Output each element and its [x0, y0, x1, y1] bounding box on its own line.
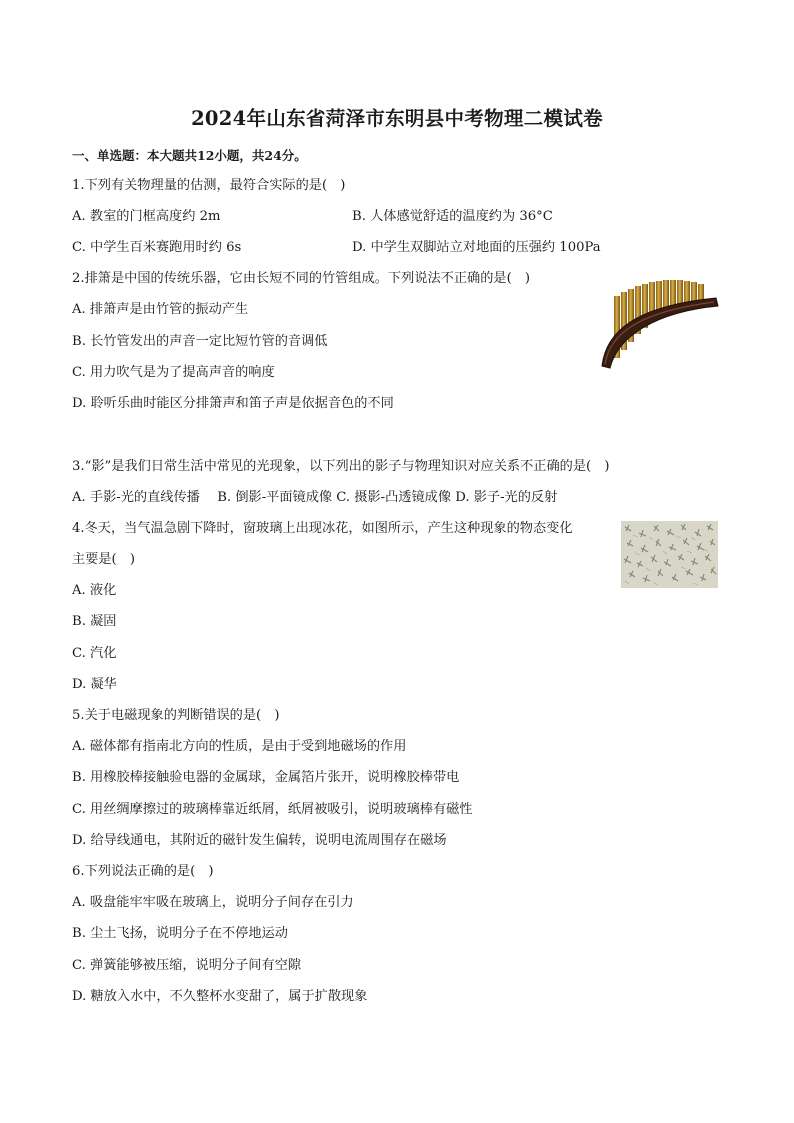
question-1-option-b: B. 人体感觉舒适的温度约为 36°C	[352, 209, 553, 224]
question-5-option-d: D. 给导线通电，其附近的磁针发生偏转，说明电流周围存在磁场	[72, 833, 447, 848]
question-1-option-d: D. 中学生双脚站立对地面的压强约 100Pa	[352, 240, 601, 255]
question-5-stem: 5.关于电磁现象的判断错误的是( )	[72, 708, 280, 723]
question-6-stem: 6.下列说法正确的是( )	[72, 864, 214, 879]
question-6-option-b: B. 尘土飞扬，说明分子在不停地运动	[72, 926, 288, 941]
question-2-option-d: D. 聆听乐曲时能区分排箫声和笛子声是依据音色的不同	[72, 396, 394, 411]
window-frost-image	[621, 521, 718, 588]
question-1-option-c: C. 中学生百米赛跑用时约 6s	[72, 240, 242, 255]
question-4-option-b: B. 凝固	[72, 614, 117, 629]
question-2-option-c: C. 用力吹气是为了提高声音的响度	[72, 365, 275, 380]
question-4-option-d: D. 凝华	[72, 677, 117, 692]
question-4-stem-line1: 4.冬天，当气温急剧下降时，窗玻璃上出现冰花，如图所示，产生这种现象的物态变化	[72, 521, 573, 536]
question-4-stem-line2: 主要是( )	[72, 552, 136, 567]
question-2-option-a: A. 排箫声是由竹管的振动产生	[72, 302, 249, 317]
question-1-option-a: A. 教室的门框高度约 2m	[72, 209, 221, 224]
question-4-option-a: A. 液化	[72, 583, 117, 598]
question-5-option-c: C. 用丝绸摩擦过的玻璃棒靠近纸屑，纸屑被吸引，说明玻璃棒有磁性	[72, 802, 473, 817]
question-2-option-b: B. 长竹管发出的声音一定比短竹管的音调低	[72, 334, 328, 349]
question-6-option-d: D. 糖放入水中，不久整杯水变甜了，属于扩散现象	[72, 989, 368, 1004]
pan-flute-image	[596, 276, 722, 372]
question-2-stem: 2.排箫是中国的传统乐器，它由长短不同的竹管组成。下列说法不正确的是( )	[72, 271, 531, 286]
question-1-stem: 1.下列有关物理量的估测，最符合实际的是( )	[72, 178, 346, 193]
page-title: 2024年山东省菏泽市东明县中考物理二模试卷	[191, 107, 603, 130]
question-6-option-a: A. 吸盘能牢牢吸在玻璃上，说明分子间存在引力	[72, 895, 354, 910]
question-4-option-c: C. 汽化	[72, 646, 117, 661]
question-5-option-a: A. 磁体都有指南北方向的性质，是由于受到地磁场的作用	[72, 739, 407, 754]
question-3-stem: 3.“影”是我们日常生活中常见的光现象，以下列出的影子与物理知识对应关系不正确的是( )	[72, 459, 610, 474]
question-3-options: A. 手影-光的直线传播 B. 倒影-平面镜成像 C. 摄影-凸透镜成像 D. 影子-光的反射	[72, 490, 558, 505]
question-5-option-b: B. 用橡胶棒接触验电器的金属球，金属箔片张开，说明橡胶棒带电	[72, 770, 460, 785]
question-6-option-c: C. 弹簧能够被压缩，说明分子间有空隙	[72, 958, 302, 973]
section-heading: 一、单选题：本大题共12小题，共24分。	[72, 148, 307, 163]
